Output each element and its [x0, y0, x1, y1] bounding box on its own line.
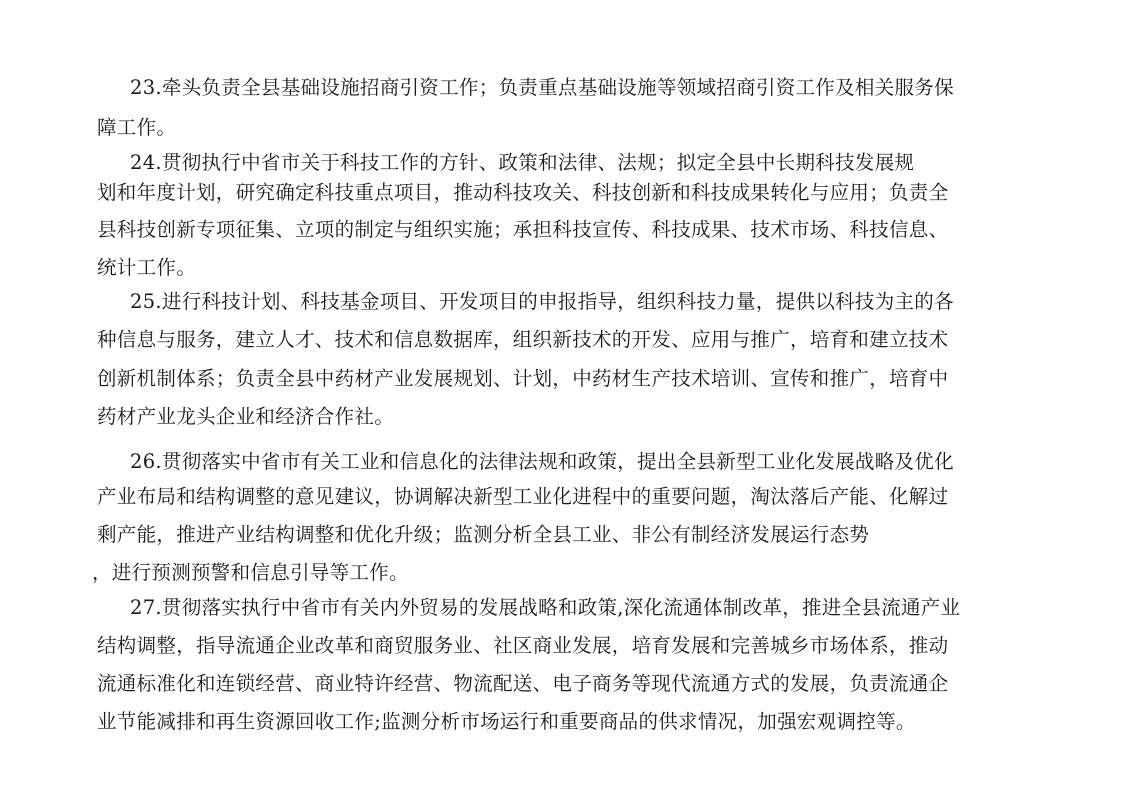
item-27-line-1: 27.贯彻落实执行中省市有关内外贸易的发展战略和政策,深化流通体制改革，推进全县流通产业	[130, 596, 961, 619]
item-26-line-4: ，进行预测预警和信息引导等工作。	[92, 561, 409, 584]
item-27-line-4: 业节能减排和再生资源回收工作;监测分析市场运行和重要商品的供求情况，加强宏观调控等。	[97, 710, 916, 733]
item-25-line-1: 25.进行科技计划、科技基金项目、开发项目的申报指导，组织科技力量，提供以科技为主的各	[130, 290, 954, 313]
item-25-line-3: 创新机制体系；负责全县中药材产业发展规划、计划，中药材生产技术培训、宣传和推广，培育中	[97, 367, 949, 390]
item-23-line-1: 23.牵头负责全县基础设施招商引资工作；负责重点基础设施等领域招商引资工作及相关服务保	[130, 76, 954, 99]
item-26-line-3: 剩产能，推进产业结构调整和优化升级；监测分析全县工业、非公有制经济发展运行态势	[97, 523, 870, 546]
item-24-line-2: 划和年度计划，研究确定科技重点项目，推动科技攻关、科技创新和科技成果转化与应用；负责全	[97, 181, 949, 204]
item-23-line-2: 障工作。	[97, 116, 177, 139]
item-27-line-3: 流通标准化和连锁经营、商业特许经营、物流配送、电子商务等现代流通方式的发展，负责流通企	[97, 672, 949, 695]
item-25-line-4: 药材产业龙头企业和经济合作社。	[97, 405, 395, 428]
item-24-line-1: 24.贯彻执行中省市关于科技工作的方针、政策和法律、法规；拟定全县中长期科技发展规	[130, 151, 915, 174]
item-25-line-2: 种信息与服务，建立人才、技术和信息数据库，组织新技术的开发、应用与推广，培育和建立技术	[97, 328, 949, 351]
item-26-line-1: 26.贯彻落实中省市有关工业和信息化的法律法规和政策，提出全县新型工业化发展战略及优化	[130, 450, 954, 473]
item-24-line-4: 统计工作。	[97, 256, 197, 279]
item-26-line-2: 产业布局和结构调整的意见建议，协调解决新型工业化进程中的重要问题，淘汰落后产能、化解过	[97, 485, 949, 508]
item-24-line-3: 县科技创新专项征集、立项的制定与组织实施；承担科技宣传、科技成果、技术市场、科技信息、	[97, 218, 949, 241]
item-27-line-2: 结构调整，指导流通企业改革和商贸服务业、社区商业发展，培育发展和完善城乡市场体系，推动	[97, 634, 949, 657]
